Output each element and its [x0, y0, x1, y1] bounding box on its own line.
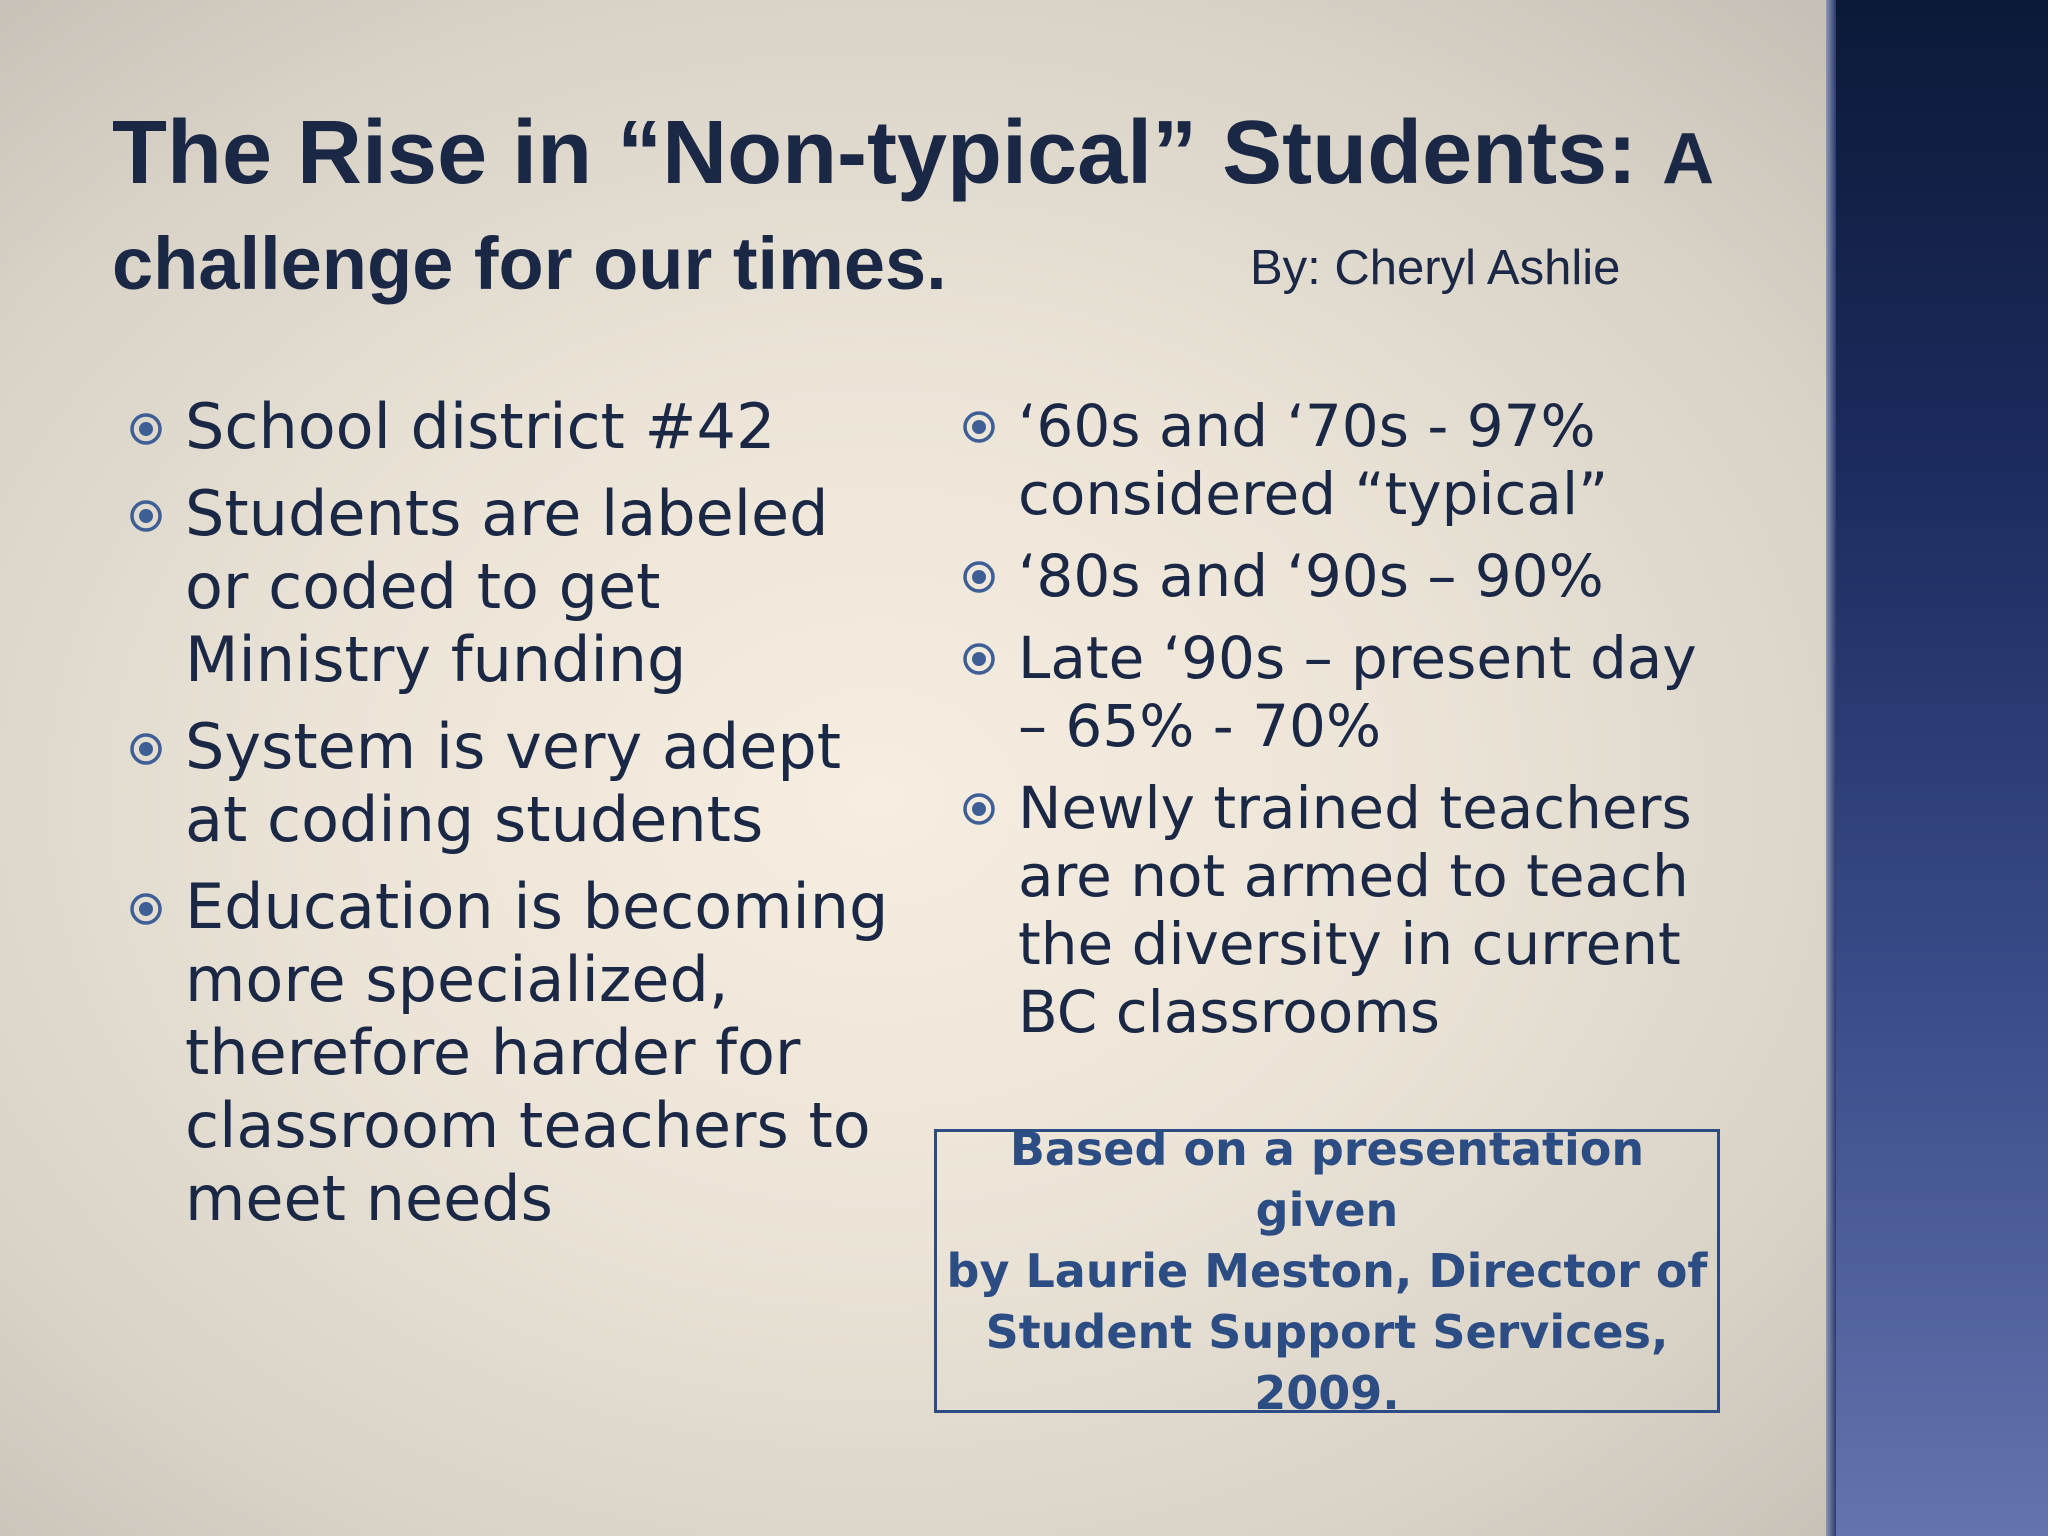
target-bullet-icon — [129, 892, 163, 926]
bullet-text: ‘80s and ‘90s – 90% — [1018, 542, 1604, 610]
target-bullet-icon — [129, 412, 163, 446]
credit-text: Based on a presentation given by Laurie Meston, Director of Student Support Services, 2009. — [946, 1121, 1708, 1420]
list-item — [125, 870, 905, 1235]
target-bullet-icon — [962, 642, 996, 676]
bullet-text: School district #42 — [185, 390, 776, 463]
bullet-text: Students are labeled or coded to get Ministry funding — [185, 477, 829, 696]
target-bullet-icon — [129, 499, 163, 533]
list-item — [958, 542, 1698, 610]
list-item — [958, 774, 1698, 1046]
bullet-text: Education is becoming more specialized, therefore harder for classroom teachers to meet needs — [185, 870, 889, 1235]
bullet-text: Late ‘90s – present day – 65% - 70% — [1018, 624, 1697, 760]
target-bullet-icon — [962, 560, 996, 594]
right-bullet-list — [958, 392, 1698, 1060]
side-decoration-edge — [1826, 0, 1836, 1536]
target-bullet-icon — [962, 410, 996, 444]
bullet-text: Newly trained teachers are not armed to teach the diversity in current BC classrooms — [1018, 774, 1692, 1046]
title-line-1 — [112, 98, 1752, 214]
list-item — [958, 624, 1698, 760]
title-a-text: A — [1662, 119, 1715, 199]
bullet-text: ‘60s and ‘70s - 97% considered “typical” — [1018, 392, 1609, 528]
list-item — [958, 392, 1698, 528]
target-bullet-icon — [962, 792, 996, 826]
list-item — [125, 477, 905, 696]
target-bullet-icon — [129, 732, 163, 766]
list-item — [125, 390, 905, 463]
title-main-text: The Rise in “Non-typical” Students: — [112, 103, 1663, 203]
left-bullet-list — [125, 390, 905, 1249]
credit-box — [934, 1121, 1720, 1420]
title-line-2: challenge for our times. — [112, 222, 947, 305]
author-byline: By: Cheryl Ashlie — [1250, 241, 1621, 295]
side-decoration-band — [1826, 0, 2048, 1536]
bullet-text: System is very adept at coding students — [185, 710, 842, 856]
list-item — [125, 710, 905, 856]
